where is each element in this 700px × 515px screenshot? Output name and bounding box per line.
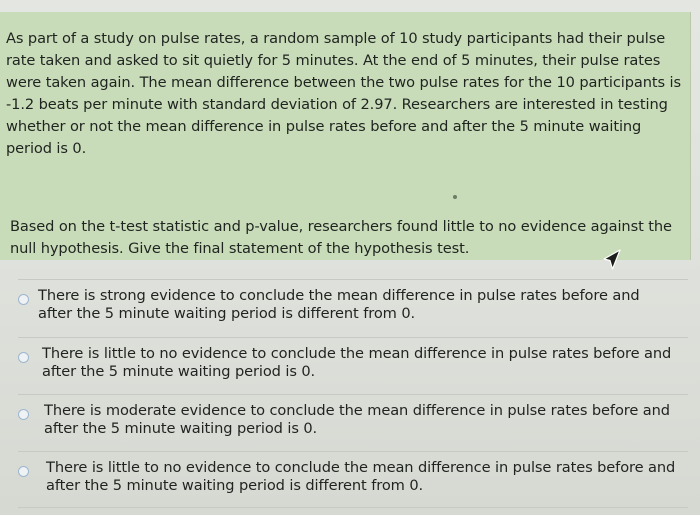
radio-button-icon[interactable] [18, 466, 29, 477]
radio-button-icon[interactable] [18, 352, 29, 363]
answer-option-little-evidence-is-zero[interactable] [18, 337, 688, 394]
question-scenario: As part of a study on pulse rates, a random sample of 10 study participants had their pulse rate taken and asked to sit quietly for 5 minutes. At the end of 5 minutes, their pulse rates were taken again. The mean difference between the two pulse rates for the 10 participants is -1.2 beats per minute with standard deviation of 2.97. Researchers are interested in testing whether or not the mean difference in pulse rates before and after the 5 minute waiting period is 0. [6, 30, 682, 157]
answer-option-label: There is little to no evidence to conclude the mean difference in pulse rates before and after the 5 minute waiting period is different from 0. [46, 459, 676, 494]
question-prompt: Based on the t-test statistic and p-value, researchers found little to no evidence against the null hypothesis. Give the final statement of the hypothesis test. [10, 218, 672, 257]
options-divider [18, 507, 688, 508]
mouse-pointer-icon [600, 248, 624, 272]
radio-button-icon[interactable] [18, 294, 29, 305]
answer-option-strong-evidence-different[interactable] [18, 279, 688, 336]
answer-option-little-evidence-different[interactable] [18, 451, 688, 508]
answer-option-label: There is moderate evidence to conclude the mean difference in pulse rates before and after the 5 minute waiting period is 0. [44, 402, 670, 437]
radio-button-icon[interactable] [18, 409, 29, 420]
answer-option-moderate-evidence-is-zero[interactable] [18, 394, 688, 451]
question-panel [0, 12, 691, 260]
answer-option-label: There is little to no evidence to conclude the mean difference in pulse rates before and after the 5 minute waiting period is 0. [42, 345, 672, 380]
answer-option-label: There is strong evidence to conclude the mean difference in pulse rates before and after the 5 minute waiting period is different from 0. [38, 287, 640, 322]
stray-dot [453, 195, 457, 199]
